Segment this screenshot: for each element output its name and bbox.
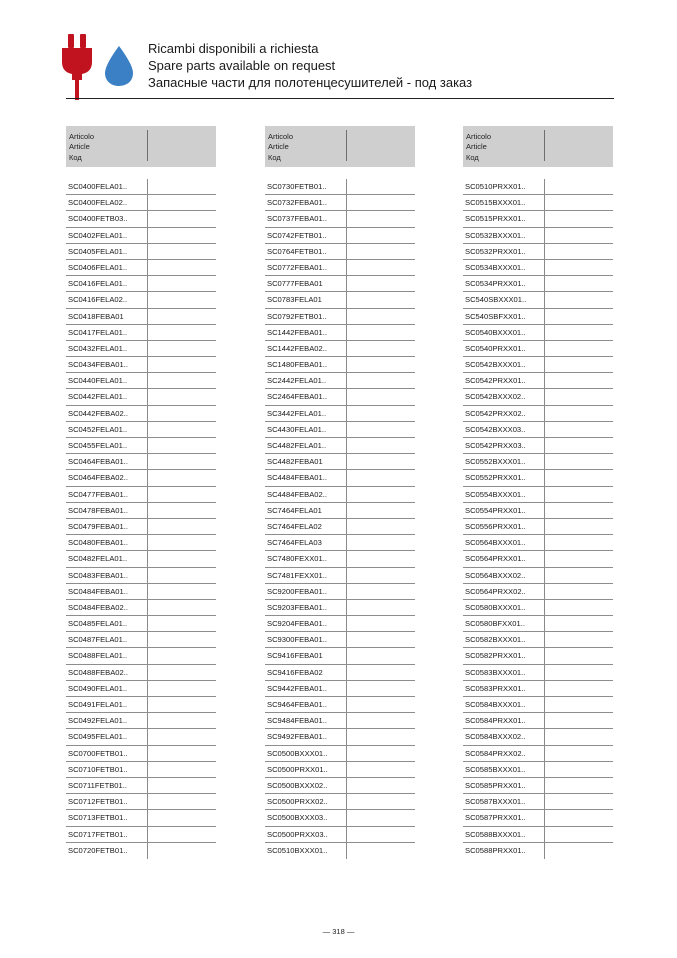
table-row: SC7464FELA01 <box>265 503 415 519</box>
table-row: SC0554BXXX01.. <box>463 487 613 503</box>
table-row: SC0764FETB01.. <box>265 244 415 260</box>
table-body <box>66 179 216 859</box>
table-header-label: Код <box>268 152 281 162</box>
table-row: SC0588PRXX01.. <box>465 845 526 855</box>
table-row: SC0552BXXX01.. <box>463 454 613 470</box>
table-row: SC0564PRXX02.. <box>463 584 613 600</box>
table-row: SC0417FELA01.. <box>66 325 216 341</box>
table-row: SC1442FEBA02.. <box>265 341 415 357</box>
table-row: SC0552PRXX01.. <box>463 470 613 486</box>
table-row: SC0442FELA01.. <box>66 389 216 405</box>
table-row: SC1480FEBA01.. <box>265 357 415 373</box>
table-row: SC0564PRXX01.. <box>463 551 613 567</box>
table-row: SC0500PRXX03.. <box>265 827 415 843</box>
table-body <box>265 179 415 859</box>
table-row: SC0484FEBA01.. <box>66 584 216 600</box>
table-row: SC0483FEBA01.. <box>66 568 216 584</box>
table-row: SC0540BXXX01.. <box>463 325 613 341</box>
table-row: SC0712FETB01.. <box>66 794 216 810</box>
title-italian: Ricambi disponibili a richiesta <box>148 41 319 56</box>
table-row: SC0510BXXX01.. <box>267 845 328 855</box>
parts-table-1 <box>66 126 216 859</box>
header-divider <box>544 130 545 161</box>
table-row: SC4484FEBA02.. <box>265 487 415 503</box>
table-row: SC0500PRXX01.. <box>265 762 415 778</box>
table-row: SC0700FETB01.. <box>66 746 216 762</box>
table-row: SC0532PRXX01.. <box>463 244 613 260</box>
table-row: SC0402FELA01.. <box>66 228 216 244</box>
table-row: SC9204FEBA01.. <box>265 616 415 632</box>
table-row: SC0542PRXX02.. <box>463 406 613 422</box>
table-row: SC0772FEBA01.. <box>265 260 415 276</box>
table-row: SC7464FELA03 <box>265 535 415 551</box>
table-row: SC0532BXXX01.. <box>463 228 613 244</box>
table-row: SC0730FETB01.. <box>265 179 415 195</box>
table-row: SC2442FELA01.. <box>265 373 415 389</box>
table-row: SC0432FELA01.. <box>66 341 216 357</box>
table-row: SC0492FELA01.. <box>66 713 216 729</box>
table-header-label: Article <box>466 142 487 152</box>
table-row: SC540SBXXX01.. <box>463 292 613 308</box>
table-row: SC9484FEBA01.. <box>265 713 415 729</box>
table-row: SC0400FELA02.. <box>66 195 216 211</box>
table-row: SC0542PRXX03.. <box>463 438 613 454</box>
table-row: SC0534PRXX01.. <box>463 276 613 292</box>
table-row: SC0485FELA01.. <box>66 616 216 632</box>
parts-table-3 <box>463 126 613 859</box>
table-row: SC4482FEBA01 <box>265 454 415 470</box>
table-header <box>265 126 415 167</box>
header-divider <box>147 130 148 161</box>
table-row: SC0585PRXX01.. <box>463 778 613 794</box>
table-row: SC0500BXXX01.. <box>265 746 415 762</box>
table-row: SC0478FEBA01.. <box>66 503 216 519</box>
page-titles <box>148 40 472 91</box>
table-row: SC0434FEBA01.. <box>66 357 216 373</box>
table-row: SC0542BXXX01.. <box>463 357 613 373</box>
table-row: SC0480FEBA01.. <box>66 535 216 551</box>
table-row: SC0515BXXX01.. <box>463 195 613 211</box>
table-row: SC0495FELA01.. <box>66 729 216 745</box>
table-row: SC9416FEBA02 <box>265 665 415 681</box>
title-divider <box>66 98 614 99</box>
table-row: SC0487FELA01.. <box>66 632 216 648</box>
table-row: SC0742FETB01.. <box>265 228 415 244</box>
table-header-label: Articolo <box>69 132 95 141</box>
table-row: SC0588BXXX01.. <box>463 827 613 843</box>
table-row: SC0500BXXX03.. <box>265 810 415 826</box>
table-row: SC0554PRXX01.. <box>463 503 613 519</box>
table-row: SC0418FEBA01 <box>66 309 216 325</box>
table-row: SC0710FETB01.. <box>66 762 216 778</box>
table-row: SC9200FEBA01.. <box>265 584 415 600</box>
table-row: SC0500BXXX02.. <box>265 778 415 794</box>
table-row: SC7480FEXX01.. <box>265 551 415 567</box>
table-row: SC9416FEBA01 <box>265 648 415 664</box>
table-row: SC0452FELA01.. <box>66 422 216 438</box>
table-row: SC7481FEXX01.. <box>265 568 415 584</box>
table-row: SC0737FEBA01.. <box>265 211 415 227</box>
header-divider <box>346 130 347 161</box>
table-row: SC0585BXXX01.. <box>463 762 613 778</box>
table-header-label: Articolo <box>268 132 294 141</box>
table-row: SC0406FELA01.. <box>66 260 216 276</box>
table-row: SC0542BXXX02.. <box>463 389 613 405</box>
table-row: SC0582PRXX01.. <box>463 648 613 664</box>
table-row: SC0484FEBA02.. <box>66 600 216 616</box>
table-header <box>463 126 613 167</box>
table-row: SC0400FELA01.. <box>66 179 216 195</box>
table-row: SC0711FETB01.. <box>66 778 216 794</box>
header-logo <box>58 34 138 100</box>
table-header-label: Article <box>69 142 90 152</box>
table-row: SC9300FEBA01.. <box>265 632 415 648</box>
table-row: SC0783FELA01 <box>265 292 415 308</box>
table-row: SC0490FELA01.. <box>66 681 216 697</box>
table-row: SC0510PRXX01.. <box>463 179 613 195</box>
table-row: SC0455FELA01.. <box>66 438 216 454</box>
table-row: SC0720FETB01.. <box>68 845 128 855</box>
table-row: SC7464FELA02 <box>265 519 415 535</box>
table-row: SC0488FEBA02.. <box>66 665 216 681</box>
table-row: SC0542PRXX01.. <box>463 373 613 389</box>
table-row: SC0534BXXX01.. <box>463 260 613 276</box>
table-row: SC0515PRXX01.. <box>463 211 613 227</box>
table-row: SC0580BXXX01.. <box>463 600 613 616</box>
table-header-label: Код <box>69 152 82 162</box>
table-row: SC0582BXXX01.. <box>463 632 613 648</box>
title-english: Spare parts available on request <box>148 58 336 73</box>
table-row: SC9203FEBA01.. <box>265 600 415 616</box>
table-row: SC0732FEBA01.. <box>265 195 415 211</box>
table-row: SC0464FEBA02.. <box>66 470 216 486</box>
table-row: SC4430FELA01.. <box>265 422 415 438</box>
table-row: SC540SBFXX01.. <box>463 309 613 325</box>
table-row: SC0540PRXX01.. <box>463 341 613 357</box>
table-row: SC0584PRXX01.. <box>463 713 613 729</box>
table-row: SC0491FELA01.. <box>66 697 216 713</box>
table-row: SC9464FEBA01.. <box>265 697 415 713</box>
table-row: SC0405FELA01.. <box>66 244 216 260</box>
table-row: SC0792FETB01.. <box>265 309 415 325</box>
table-row: SC0564BXXX02.. <box>463 568 613 584</box>
table-row: SC0500PRXX02.. <box>265 794 415 810</box>
table-row: SC0416FELA02.. <box>66 292 216 308</box>
table-row: SC0583PRXX01.. <box>463 681 613 697</box>
table-row: SC0584PRXX02.. <box>463 746 613 762</box>
table-row: SC0584BXXX01.. <box>463 697 613 713</box>
parts-table-2 <box>265 126 415 859</box>
table-row: SC4484FEBA01.. <box>265 470 415 486</box>
table-row: SC0477FEBA01.. <box>66 487 216 503</box>
table-row: SC0583BXXX01.. <box>463 665 613 681</box>
table-row: SC0713FETB01.. <box>66 810 216 826</box>
table-row: SC3442FELA01.. <box>265 406 415 422</box>
table-row: SC0717FETB01.. <box>66 827 216 843</box>
table-row: SC4482FELA01.. <box>265 438 415 454</box>
table-row: SC0556PRXX01.. <box>463 519 613 535</box>
table-header <box>66 126 216 167</box>
title-russian: Запасные части для полотенцесушителей - под заказ <box>148 75 473 90</box>
table-row: SC9442FEBA01.. <box>265 681 415 697</box>
table-header-label: Код <box>466 152 479 162</box>
table-row: SC0400FETB03.. <box>66 211 216 227</box>
water-drop-icon <box>102 44 136 88</box>
table-row: SC0564BXXX01.. <box>463 535 613 551</box>
table-row: SC0440FELA01.. <box>66 373 216 389</box>
table-row: SC0542BXXX03.. <box>463 422 613 438</box>
table-row: SC0482FELA01.. <box>66 551 216 567</box>
table-row: SC0580BFXX01.. <box>463 616 613 632</box>
table-row: SC0464FEBA01.. <box>66 454 216 470</box>
table-row: SC2464FEBA01.. <box>265 389 415 405</box>
table-row: SC0587PRXX01.. <box>463 810 613 826</box>
table-header-label: Articolo <box>466 132 492 141</box>
table-body <box>463 179 613 859</box>
table-row: SC0587BXXX01.. <box>463 794 613 810</box>
table-row: SC9492FEBA01.. <box>265 729 415 745</box>
table-row: SC0584BXXX02.. <box>463 729 613 745</box>
table-row: SC0777FEBA01 <box>265 276 415 292</box>
page-number: — 318 — <box>322 927 355 936</box>
table-header-label: Article <box>268 142 289 152</box>
table-row: SC0488FELA01.. <box>66 648 216 664</box>
table-row: SC0416FELA01.. <box>66 276 216 292</box>
table-row: SC0442FEBA02.. <box>66 406 216 422</box>
table-row: SC0479FEBA01.. <box>66 519 216 535</box>
table-row: SC1442FEBA01.. <box>265 325 415 341</box>
